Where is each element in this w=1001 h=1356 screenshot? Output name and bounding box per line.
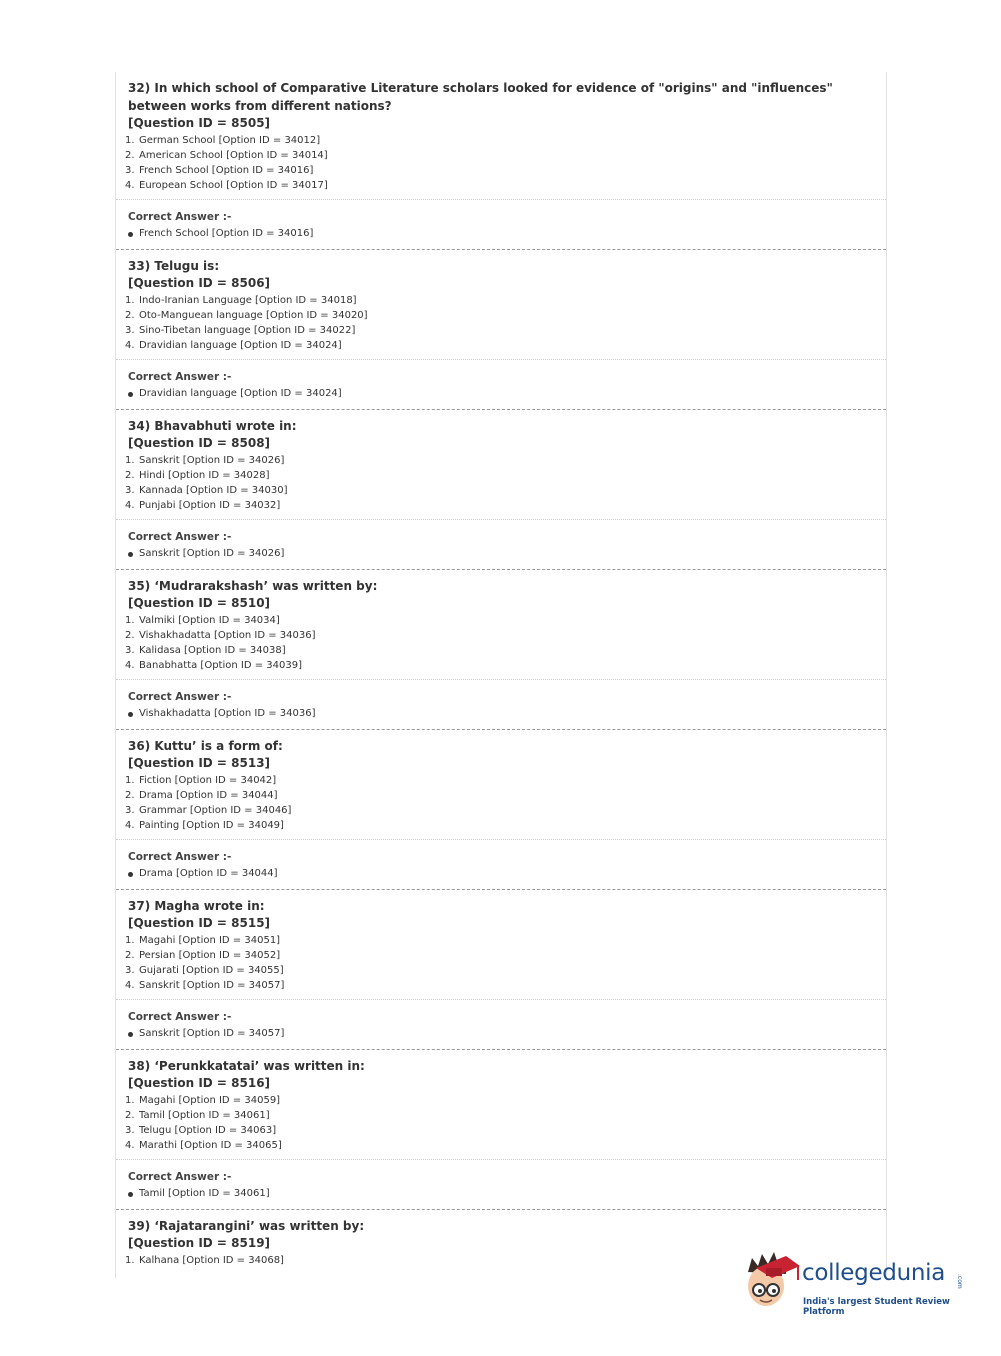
option-item [125, 643, 874, 658]
question-id: [Question ID = 8515] [128, 916, 271, 930]
option-item [125, 498, 874, 513]
question-section [116, 890, 886, 1000]
question-title: 39) ‘Rajatarangini’ was written by: [128, 1218, 365, 1233]
option-number: 4. [125, 339, 135, 351]
option-text: Kannada [Option ID = 34030] [139, 484, 288, 496]
option-text: Sanskrit [Option ID = 34057] [139, 979, 285, 991]
question-title: 34) Bhavabhuti wrote in: [128, 418, 297, 433]
option-number: 4. [125, 1139, 135, 1151]
option-item [125, 148, 874, 163]
option-text: Magahi [Option ID = 34051] [139, 934, 281, 946]
option-number: 2. [125, 949, 135, 961]
option-text: American School [Option ID = 34014] [139, 149, 328, 161]
option-list [125, 1093, 874, 1153]
correct-answer-label: Correct Answer :- [128, 1010, 232, 1023]
answer-section [116, 200, 886, 250]
option-list [125, 933, 874, 993]
option-text: Persian [Option ID = 34052] [139, 949, 281, 961]
question-title: 37) Magha wrote in: [128, 898, 265, 913]
question-block-38 [116, 1050, 886, 1210]
option-item [125, 963, 874, 978]
option-number: 3. [125, 1124, 135, 1136]
question-section [116, 250, 886, 360]
correct-answer [125, 1185, 874, 1203]
option-number: 2. [125, 309, 135, 321]
option-number: 2. [125, 149, 135, 161]
option-item [125, 1138, 874, 1153]
question-id: [Question ID = 8506] [128, 276, 271, 290]
option-list [125, 133, 874, 193]
answer-section [116, 360, 886, 410]
correct-answer-label: Correct Answer :- [128, 370, 232, 383]
option-text: German School [Option ID = 34012] [139, 134, 321, 146]
option-number: 1. [125, 934, 135, 946]
option-number: 2. [125, 469, 135, 481]
answer-section [116, 840, 886, 890]
option-item [125, 308, 874, 323]
option-text: Vishakhadatta [Option ID = 34036] [139, 629, 316, 641]
answer-section [116, 1160, 886, 1210]
option-text: Tamil [Option ID = 34061] [139, 1109, 270, 1121]
option-item [125, 948, 874, 963]
correct-answer-label: Correct Answer :- [128, 530, 232, 543]
option-text: French School [Option ID = 34016] [139, 164, 314, 176]
correct-answer-label: Correct Answer :- [128, 850, 232, 863]
option-list [125, 613, 874, 673]
option-item [125, 133, 874, 148]
option-text: Magahi [Option ID = 34059] [139, 1094, 281, 1106]
option-number: 2. [125, 1109, 135, 1121]
option-item [125, 323, 874, 338]
question-id: [Question ID = 8508] [128, 436, 271, 450]
option-text: Kalhana [Option ID = 34068] [139, 1254, 284, 1266]
option-number: 3. [125, 484, 135, 496]
question-block-35 [116, 570, 886, 730]
option-item [125, 628, 874, 643]
option-text: Hindi [Option ID = 34028] [139, 469, 270, 481]
option-number: 3. [125, 644, 135, 656]
logo-brand-text: collegedunia [802, 1260, 946, 1286]
correct-answer [125, 1025, 874, 1043]
option-number: 1. [125, 774, 135, 786]
option-item [125, 163, 874, 178]
option-text: Sanskrit [Option ID = 34026] [139, 454, 285, 466]
option-number: 1. [125, 1254, 135, 1266]
bullet-icon [128, 872, 133, 877]
option-item [125, 293, 874, 308]
bullet-icon [128, 1032, 133, 1037]
option-number: 1. [125, 1094, 135, 1106]
option-number: 3. [125, 964, 135, 976]
option-item [125, 178, 874, 193]
question-section [116, 570, 886, 680]
option-number: 3. [125, 164, 135, 176]
correct-answer-label: Correct Answer :- [128, 210, 232, 223]
option-item [125, 1093, 874, 1108]
question-title: 35) ‘Mudrarakshash’ was written by: [128, 578, 378, 593]
question-id: [Question ID = 8505] [128, 116, 271, 130]
correct-answer [125, 225, 874, 243]
question-block-32 [116, 72, 886, 250]
bullet-icon [128, 392, 133, 397]
option-text: Valmiki [Option ID = 34034] [139, 614, 280, 626]
option-number: 4. [125, 179, 135, 191]
option-text: Fiction [Option ID = 34042] [139, 774, 277, 786]
option-item [125, 773, 874, 788]
option-list [125, 773, 874, 833]
option-item [125, 1108, 874, 1123]
option-item [125, 453, 874, 468]
question-section [116, 72, 886, 200]
bullet-icon [128, 712, 133, 717]
option-list [125, 293, 874, 353]
question-block-34 [116, 410, 886, 570]
option-text: Painting [Option ID = 34049] [139, 819, 284, 831]
option-number: 3. [125, 324, 135, 336]
question-sheet [115, 72, 887, 1278]
answer-section [116, 1000, 886, 1050]
option-text: European School [Option ID = 34017] [139, 179, 328, 191]
option-item [125, 338, 874, 353]
correct-answer-text: Tamil [Option ID = 34061] [139, 1187, 270, 1199]
option-item [125, 613, 874, 628]
option-number: 4. [125, 819, 135, 831]
correct-answer-text: Drama [Option ID = 34044] [139, 867, 278, 879]
option-item [125, 1123, 874, 1138]
option-item [125, 483, 874, 498]
option-number: 2. [125, 629, 135, 641]
option-item [125, 818, 874, 833]
mascot-icon [742, 1250, 804, 1316]
option-number: 4. [125, 499, 135, 511]
bullet-icon [128, 552, 133, 557]
option-item [125, 788, 874, 803]
correct-answer-text: French School [Option ID = 34016] [139, 227, 314, 239]
option-number: 1. [125, 614, 135, 626]
correct-answer-label: Correct Answer :- [128, 690, 232, 703]
option-number: 2. [125, 789, 135, 801]
answer-section [116, 680, 886, 730]
option-text: Grammar [Option ID = 34046] [139, 804, 292, 816]
correct-answer [125, 705, 874, 723]
option-list [125, 453, 874, 513]
correct-answer [125, 545, 874, 563]
option-number: 1. [125, 134, 135, 146]
question-title: 38) ‘Perunkkatatai’ was written in: [128, 1058, 365, 1073]
question-block-36 [116, 730, 886, 890]
option-number: 4. [125, 979, 135, 991]
question-title: 32) In which school of Comparative Literature scholars looked for evidence of "origins" and "influences" between works from different nations? [128, 81, 833, 113]
option-number: 1. [125, 294, 135, 306]
question-id: [Question ID = 8516] [128, 1076, 271, 1090]
correct-answer [125, 865, 874, 883]
question-id: [Question ID = 8513] [128, 756, 271, 770]
question-id: [Question ID = 8519] [128, 1236, 271, 1250]
question-section [116, 1050, 886, 1160]
option-text: Drama [Option ID = 34044] [139, 789, 278, 801]
option-text: Punjabi [Option ID = 34032] [139, 499, 281, 511]
correct-answer-text: Dravidian language [Option ID = 34024] [139, 387, 342, 399]
option-text: Oto-Manguean language [Option ID = 34020] [139, 309, 368, 321]
option-text: Indo-Iranian Language [Option ID = 34018] [139, 294, 357, 306]
logo-suffix: .com [956, 1274, 963, 1289]
option-item [125, 658, 874, 673]
option-number: 3. [125, 804, 135, 816]
option-item [125, 978, 874, 993]
question-section [116, 730, 886, 840]
option-item [125, 803, 874, 818]
option-text: Kalidasa [Option ID = 34038] [139, 644, 286, 656]
question-block-37 [116, 890, 886, 1050]
option-item [125, 933, 874, 948]
option-text: Telugu [Option ID = 34063] [139, 1124, 277, 1136]
question-title: 33) Telugu is: [128, 258, 220, 273]
bullet-icon [128, 1192, 133, 1197]
answer-section [116, 520, 886, 570]
correct-answer [125, 385, 874, 403]
option-text: Dravidian language [Option ID = 34024] [139, 339, 342, 351]
option-number: 1. [125, 454, 135, 466]
option-item [125, 468, 874, 483]
correct-answer-text: Sanskrit [Option ID = 34026] [139, 547, 285, 559]
question-block-33 [116, 250, 886, 410]
option-text: Sino-Tibetan language [Option ID = 34022] [139, 324, 356, 336]
option-text: Marathi [Option ID = 34065] [139, 1139, 282, 1151]
question-section [116, 410, 886, 520]
option-number: 4. [125, 659, 135, 671]
correct-answer-text: Vishakhadatta [Option ID = 34036] [139, 707, 316, 719]
option-text: Banabhatta [Option ID = 34039] [139, 659, 302, 671]
question-title: 36) Kuttu’ is a form of: [128, 738, 283, 753]
logo-tagline: India's largest Student Review Platform [803, 1297, 950, 1317]
question-id: [Question ID = 8510] [128, 596, 271, 610]
collegedunia-logo [742, 1250, 972, 1320]
bullet-icon [128, 232, 133, 237]
correct-answer-text: Sanskrit [Option ID = 34057] [139, 1027, 285, 1039]
option-text: Gujarati [Option ID = 34055] [139, 964, 284, 976]
correct-answer-label: Correct Answer :- [128, 1170, 232, 1183]
